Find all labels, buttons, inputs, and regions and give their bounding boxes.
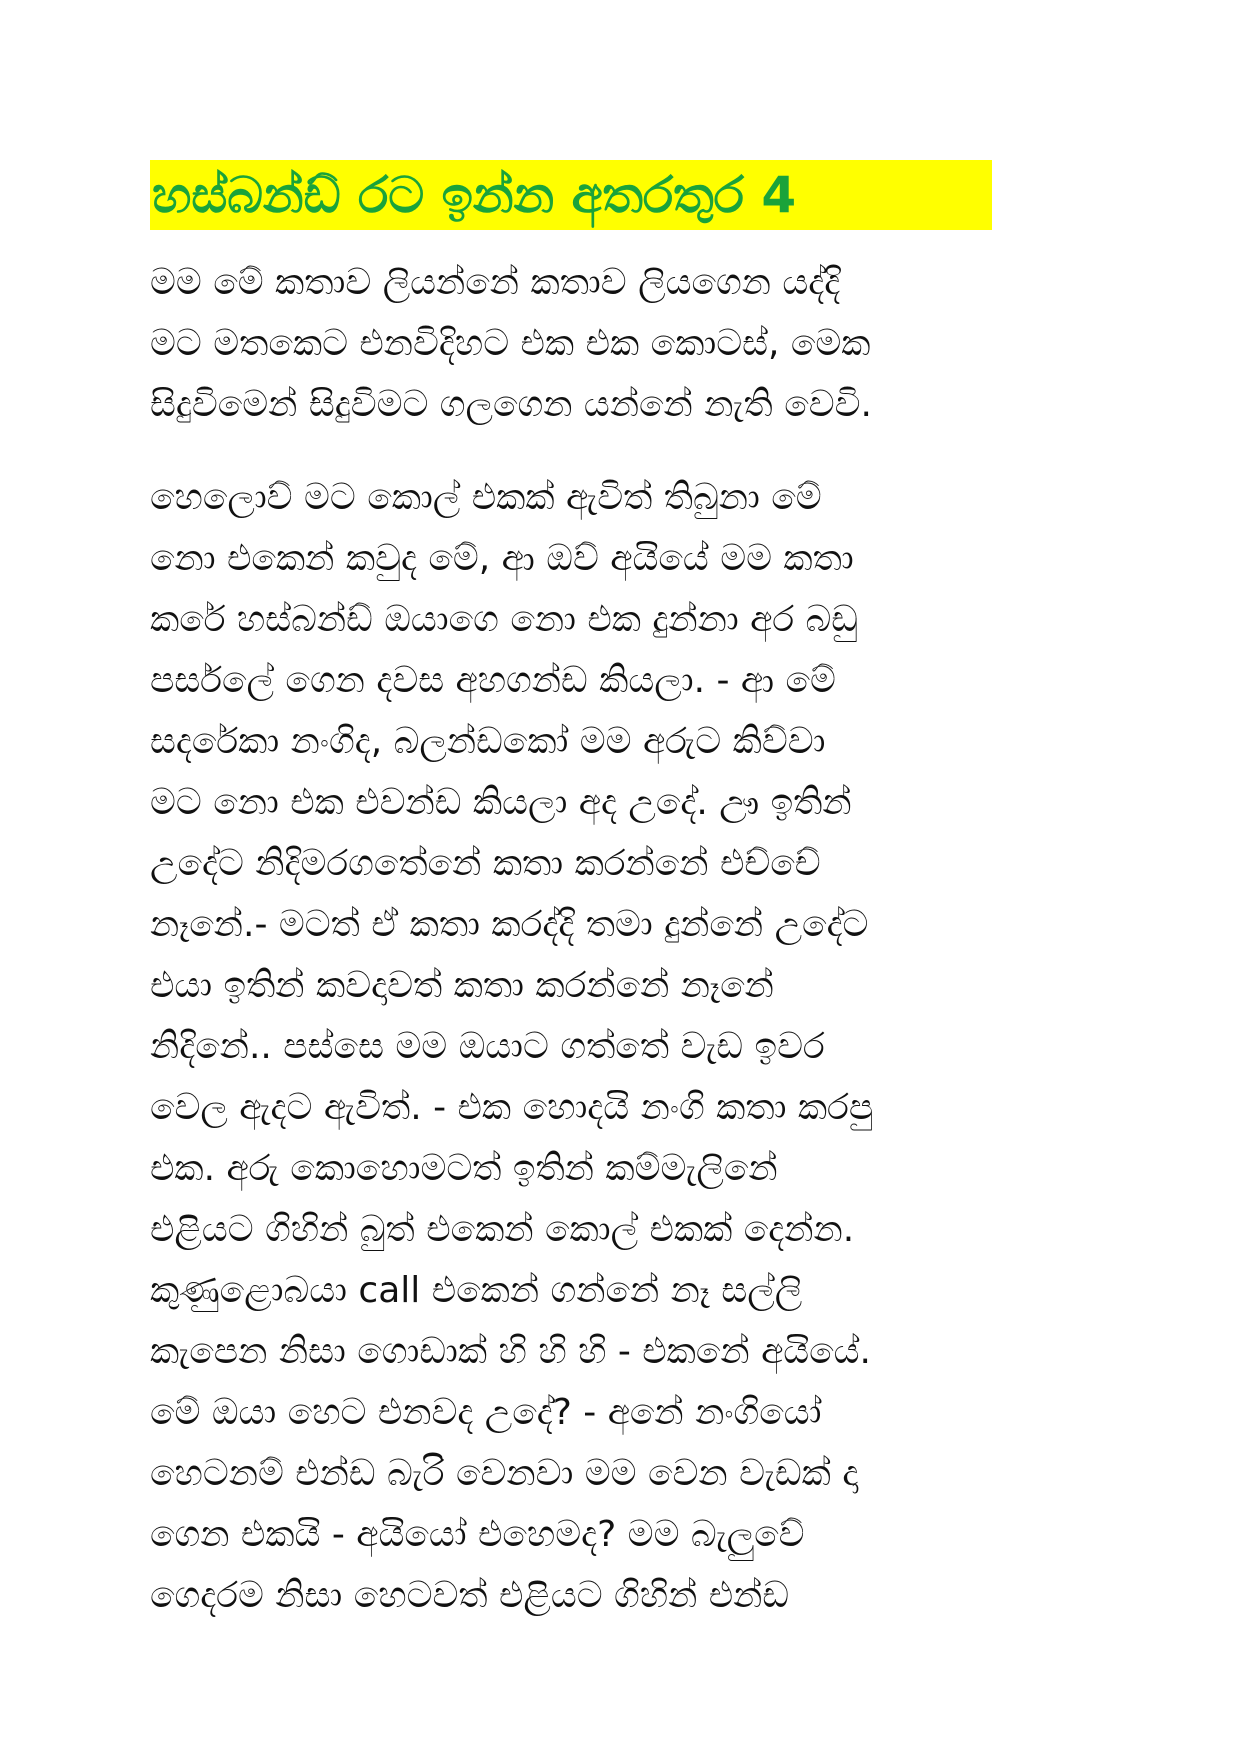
paragraph-spacer — [150, 435, 1092, 467]
text-line: මේ ඔයා හෙට එනවද උදේ? - අනේ නංගියෝ — [150, 1392, 822, 1433]
text-line: ගෙන එකයි - අයියෝ එහෙමද? මම බැලුවේ — [150, 1514, 805, 1555]
text-line: මට මතකෙට එනවිදිහට එක එක කොටස්, මෙක — [150, 323, 871, 364]
text-line: සදරේකා නංගිද, බලන්ඩකෝ මම අරුට කිව්වා — [150, 721, 826, 762]
story-body — [150, 252, 1092, 1626]
title-highlight — [150, 160, 992, 230]
text-line: නෑනේ.- මටත් ඒ කතා කරද්දි තමා දුන්නේ උදේට — [150, 904, 869, 945]
text-line: පර්සලේ ගෙන දවස අහගන්ඩ කියලා. - ආ මේ — [150, 660, 836, 701]
text-line: උදේට නිදිමරගතේනේ කතා කරන්නේ එච්චේ — [150, 843, 821, 884]
paragraph-2 — [150, 467, 1092, 1626]
page-title: හස්බන්ඩ් රට ඉන්න අතරතුර 4 — [152, 166, 797, 224]
text-line: එළියට ගිහින් බුත් එකෙන් කොල් එකක් දෙන්න. — [150, 1209, 855, 1250]
text-line: නිදිනේ.. පස්සෙ මම ඔයාට ගත්තේ වැඩ ඉවර — [150, 1026, 825, 1067]
text-line: එක. අරු කොහොමටත් ඉතින් කම්මැලිනේ — [150, 1148, 778, 1189]
text-line: එයා ඉතින් කවදාවත් කතා කරන්නේ නෑනේ — [150, 965, 774, 1006]
text-line: සිදුවිමෙන් සිදුවිමට ගලගෙන යන්නේ නැති වෙවි. — [150, 384, 872, 425]
text-line: නො එකෙන් කවුද මේ, ආ ඔව් අයියේ මම කතා — [150, 538, 854, 579]
text-line: මට නො එක එවන්ඩ කියලා අද උදේ. ඌ ඉතින් — [150, 782, 852, 823]
text-line: කැපෙන නිසා ගොඩාක් හි හි හි - එකනේ අයියේ. — [150, 1331, 871, 1372]
paragraph-1 — [150, 252, 1092, 435]
text-line: වෙල ඇදට ඇවිත්. - එක හොදයි නංගි කතා කරපු — [150, 1087, 874, 1128]
text-line: හෙටනම් එන්ඩ බැරි වෙනවා මම වෙන වැඩක් දා — [150, 1453, 859, 1494]
text-line: කරේ හස්බන්ඩ් ඔයාගෙ නො එක දුන්නා අර බඩු — [150, 599, 858, 640]
text-line: හෙලොව් මට කොල් එකක් ඇවිත් තිබුනා මේ — [150, 477, 822, 518]
text-line: කුණුළොබයා call එකෙන් ගන්නේ නෑ සල්ලි — [150, 1270, 803, 1311]
text-line: ගෙදරම නිසා හෙටවත් එළියට ගිහින් එන්ඩ — [150, 1575, 790, 1616]
text-line: මම මේ කතාව ලියන්නේ කතාව ලියගෙන යද්දි — [150, 262, 841, 303]
